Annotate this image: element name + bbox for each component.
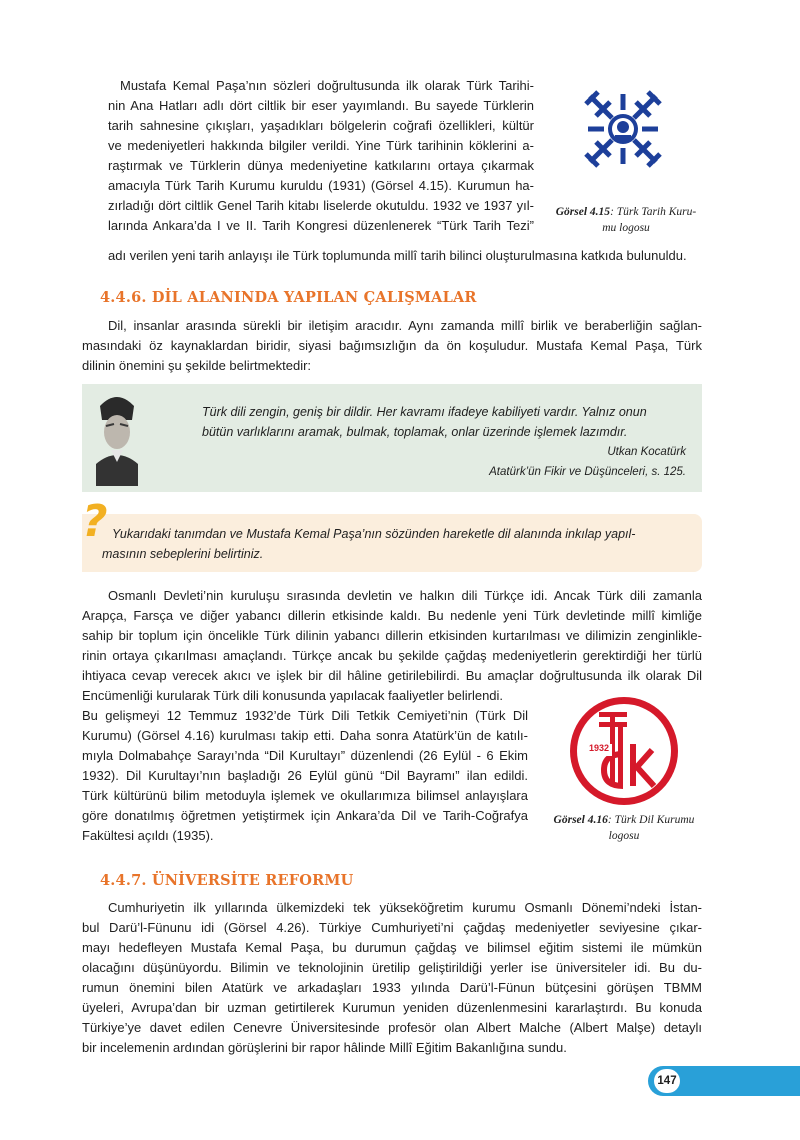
quote-author: Utkan Kocatürk — [607, 446, 686, 458]
text-line: nin Ana Hatları adlı dört ciltlik bir eser yayımlandı. Bu sayede Türklerin — [108, 98, 534, 113]
text-line: Türk kültürünü bilim metoduyla işlemek ve okullarımıza bilimsel anlayışlara — [82, 788, 528, 803]
language-history-paragraph — [82, 586, 702, 706]
page-number-bar — [648, 1066, 800, 1096]
section-heading: 4.4.7. ÜNİVERSİTE REFORMU — [100, 872, 354, 889]
quote-text — [202, 402, 686, 442]
figure-4-16-caption — [544, 812, 704, 844]
text-line: göre donatılmış öğretmen yetiştirmek için Ankara’da Dil ve Tarih-Coğrafya — [82, 808, 528, 823]
text-line: rumun önemini bilen Atatürk ve arkadaşları 1933 yılında Darü’l-Fünun bütçesini görüşen TBMM — [82, 980, 702, 995]
figure-caption-text: : Türk Tarih Kuru- — [610, 206, 697, 218]
text-line: Mustafa Kemal Paşa’nın sözleri doğrultusunda ilk olarak Türk Tarihi- — [120, 78, 534, 93]
figure-label: Görsel 4.15 — [555, 206, 611, 218]
university-reform-paragraph — [82, 898, 702, 1058]
text-line: raştırmak ve Türklerin dünya medeniyetine katkılarını ortaya çıkarmak — [108, 158, 534, 173]
text-line: dilinin önemini şu şekilde belirtmektedir: — [82, 358, 312, 373]
question-text — [102, 524, 692, 564]
text-line: Fakültesi açıldı (1935). — [82, 828, 214, 843]
text-line: bir incelemenin ardından görüşlerini bir rapor hâlinde Millî Eğitim Bakanlığına sundu. — [82, 1040, 567, 1055]
question-mark-icon: ? — [82, 496, 108, 547]
text-line: Arapça, Farsça ve diğer yabancı dillerin etkisinde kaldı. Bu nedenle yeni Türk devletinde millî kimliğe — [82, 608, 702, 623]
text-line: ve medeniyetleri hakkında bilgiler verildi. Yine Türk tarihinin köklerini a- — [108, 138, 534, 153]
text-line: masındaki öz kaynaklardan biridir, siyasi bağımsızlığın da ön koşuludur. Mustafa Kemal Paşa, Türk — [82, 338, 702, 353]
quote-line: Türk dili zengin, geniş bir dildir. Her kavramı ifadeye kabiliyeti vardır. Yalnız onun — [202, 405, 647, 419]
text-line: rinin ortaya çıkarılması amaçlandı. Türkçe ancak bu şekilde çağdaş medeniyetlerin gerektirdiği her türlü — [82, 648, 702, 663]
intro-paragraph — [108, 76, 534, 236]
figure-4-15-caption — [546, 204, 706, 236]
text-line: ihtiyaca cevap verecek akıcı ve işlek bir dil hâline getirilebilirdi. Bu amaçlar doğrultusunda ilk olarak Dil — [82, 668, 702, 683]
tarih-kurumu-emblem-icon — [582, 88, 664, 170]
text-line: 1932). Dil Kurultayı’nın başladığı 26 Eylül günü “Dil Bayramı” ilan edildi. — [82, 768, 528, 783]
text-line: üyeleri, Avrupa’dan bir uzman getirtilerek Kurumun yeniden düzenlenmesini kararlaştırdı. Bu konuda — [82, 1000, 702, 1015]
text-line: bul Darü’l-Fünunu idi (Görsel 4.26). Türkiye Cumhuriyeti’ni çağdaş medeniyetler seviyesine çıkar- — [82, 920, 702, 935]
question-line: masının sebeplerini belirtiniz. — [102, 547, 264, 561]
question-line: Yukarıdaki tanımdan ve Mustafa Kemal Paşa’nın sözünden hareketle dil alanında inkılap yapıl- — [112, 527, 636, 541]
question-box — [82, 514, 702, 572]
text-line: Kurumu) (Görsel 4.16) kurulması takip etti. Daha sonra Atatürk’ün de katılı- — [82, 728, 528, 743]
text-line: Encümenliği kurularak Türk dili konusunda yapılacak faaliyetler belirlendi. — [82, 688, 504, 703]
quote-line: bütün varlıklarını aramak, bulmak, toplamak, onlar üzerinde işlemek lazımdır. — [202, 425, 628, 439]
figure-caption-text: logosu — [608, 830, 640, 842]
section-heading: 4.4.6. DİL ALANINDA YAPILAN ÇALIŞMALAR — [100, 289, 477, 306]
figure-caption-text: : Türk Dil Kurumu — [607, 814, 695, 826]
text-line: Cumhuriyetin ilk yıllarında ülkemizdeki tek yükseköğretim kurumu Osmanlı Dönemi’ndeki İstan- — [108, 900, 702, 915]
text-line: zırladığı dört ciltlik Genel Tarih kitabı liselerde okutuldu. 1932 ve 1937 yıl- — [108, 198, 534, 213]
text-line: amacıyla Türk Tarih Kurumu kuruldu (1931) (Görsel 4.15). Kurumun ha- — [108, 178, 534, 193]
text-line: Bu gelişmeyi 12 Temmuz 1932’de Türk Dili Tetkik Cemiyeti’nin (Türk Dil — [82, 708, 528, 723]
tdk-logo-year: 1932 — [588, 743, 610, 753]
text-line: Dil, insanlar arasında sürekli bir iletişim aracıdır. Aynı zamanda millî birlik ve beraberliğin sağlan- — [108, 318, 702, 333]
text-line: larında Ankara’da I ve II. Tarih Kongresi düzenlenerek “Türk Tarih Tezi” — [108, 218, 534, 233]
text-line: mayı hedefleyen Mustafa Kemal Paşa, bu durumun çağdaş ve bilimsel eğitim sistemi ile mümkün — [82, 940, 702, 955]
text-line: tarih sahnesine çıkışları, yaşadıkları bölgelerin coğrafi özellikleri, kültür — [108, 118, 534, 133]
figure-caption-text: mu logosu — [602, 222, 650, 234]
dil-kurumu-paragraph — [82, 706, 528, 846]
quote-source: Atatürk’ün Fikir ve Düşünceleri, s. 125. — [489, 466, 686, 478]
page-number: 147 — [654, 1069, 680, 1093]
text-line: adı verilen yeni tarih anlayışı ile Türk toplumunda millî tarih bilinci oluşturulmasına katkıda bulunuldu. — [108, 248, 687, 263]
text-line: sahip bir toplum için öncelikle Türk dilinin yabancı dillerin etkisinden kurtarılması ve dilimizin zenginlikle- — [82, 628, 702, 643]
text-line: olacağını düşünüyordu. Bilimin ve teknolojinin üretilip geliştirildiği yerler ise üniversiteler idi. Bu du- — [82, 960, 702, 975]
turk-dil-kurumu-logo — [566, 694, 682, 808]
text-line: Türkiye’ye davet edilen Cenevre Üniversitesinde profesör olan Albert Malche (Albert Malşe) detaylı — [82, 1020, 702, 1035]
turk-tarih-kurumu-logo — [582, 88, 664, 170]
portrait-icon — [94, 390, 140, 486]
text-line: mıyla Dolmabahçe Sarayı’nda “Dil Kurultayı” düzenlendi (26 Eylül - 6 Ekim — [82, 748, 528, 763]
ataturk-portrait — [94, 390, 140, 486]
intro-last-line — [108, 246, 700, 266]
figure-label: Görsel 4.16 — [553, 814, 608, 826]
quote-box — [82, 384, 702, 492]
section-446-paragraph — [82, 316, 702, 376]
text-line: Osmanlı Devleti’nin kuruluşu sırasında devletin ve halkın dili Türkçe idi. Ancak Türk dili zamanla — [108, 588, 702, 603]
